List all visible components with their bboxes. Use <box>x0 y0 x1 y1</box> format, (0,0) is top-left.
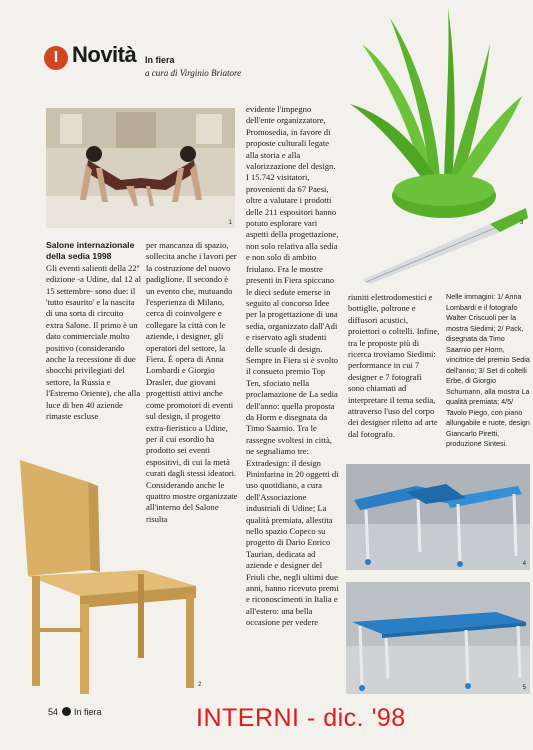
photo-number: 2 <box>198 682 202 688</box>
photo-pack-chair <box>14 458 214 696</box>
column-4 <box>348 292 440 440</box>
column-1 <box>46 240 142 423</box>
photo-piego-table-extended <box>346 582 530 694</box>
photo-siedimi-performance <box>46 108 235 228</box>
photo-number: 3 <box>520 220 524 226</box>
section-title: Novità <box>72 42 137 67</box>
section-dot-icon <box>62 707 71 716</box>
photo-number: 1 <box>228 220 232 226</box>
column-text: evidente l'impegno dell'ente organizzatore, Promosedia, in favore di proposte culturali legate alla storia e alla valorizzazione del design. I 15.742 visitatori, provenienti da 67 Paesi, oltre a valutare i prodotti delle 211 espositori hanno potuto esplorare vari aspetti della progettazione, non solo relativa alla sedia e non solo di ambito friulano. Fra le mostre presenti in Fiera spiccano le dieci sedute emerse in seguito al concorso Idee per la progettazione di una sedia, organizzato dall'Adi e riservato agli studenti delle scuole di design. Sempre in Fiera si è svolto il consueto premio Top Ten, sfociato nella proclamazione de La sedia dell'anno: quella proposta da Horm e disegnata da Timo Saarnio. Tra le rassegne svoltesi in città, ne segnaliamo tre: Extradesign: il design Pininfarina in 20 oggetti di uso quotidiano, a cura dell'Associazione industriali di Udine; La qualità premiata, allestita nello spazio Copeco su progetto di Dario Enrico Taurian, dedicata ad aziende e designer del Friuli che, negli ultimi due anni, hanno ricevuto premi e riconoscimenti in Italia e all'estero: una bella occasione per vedere <box>246 104 339 628</box>
column-text: Gli eventi salienti della 22ª edizione -a Udine, dal 12 al 15 settembre- sono due: il 'tutto esaurito' e la nascita di una sorta di circuito extra Salone. Il primo è un dato commerciale molto positivo (considerando anche la recessione di due sbocchi privilegiati del settore, la Russia e l'Estremo Oriente), che alla luce di ben 40 aziende rimaste escluse <box>46 262 141 422</box>
article-subheading: Salone internazionale della sedia 1998 <box>46 240 135 262</box>
source-stamp: INTERNI - dic. '98 <box>196 704 406 732</box>
article-kicker: In fiera <box>145 55 175 65</box>
column-text: riuniti elettrodomestici e bottiglie, poltrone e diffusori acustici, proiettori o coltelli. Infine, tra le proposte più di ricerca troviamo Siedimi: performance in cui 7 designer e 7 fotografi sono chiamati ad interpretare il tema sedia, attraverso l'uso del corpo dei designer riletto ad arte dal fotografo. <box>348 292 440 439</box>
photo-number: 4 <box>522 561 526 567</box>
article-byline: a cura di Virginio Briatore <box>145 68 242 78</box>
background-decoration <box>218 540 338 600</box>
image-captions <box>446 292 530 450</box>
photo-number: 5 <box>522 685 526 691</box>
section-logo-icon: I <box>44 46 68 70</box>
caption-text: Nelle immagini: 1/ Anna Lombardi e il fotografo Walter Criscuoli per la mostra Siedimi; 2/ Pack, disegnata da Timo Saarnio per Horm, vincitrice del premio Sedia dell'anno; 3/ Set di coltelli Erbe, di Giorgio Schumann, alla mostra La qualità premiata; 4/5/ Tavolo Piego, con piano allungabile e ruote, design Giancarlo Piretti, produzione Sintesi. <box>446 292 530 448</box>
column-text: per mancanza di spazio, sollecita anche i lavori per la costruzione del nuovo padiglione. Il secondo è un evento che, mutuando l'esperienza di Milano, cerca di coinvolgere e collegare la città con le aziende, i designer, gli operatori del settore, la Fiera. È opera di Anna Lombardi e Giorgio Drasler, due giovani progettisti attivi anche come promotori di eventi sul design, il progetto extra-fieristico a Udine, per il cui esordio ha prodotto sei eventi espositivi, di cui la metà curati dagli stessi ideatori. Considerando anche le quattro mostre organizzate all'interno del Salone risulta <box>146 240 238 524</box>
page-number: 54 <box>48 707 59 717</box>
photo-piego-table-folded <box>346 464 530 570</box>
footer-section: In fiera <box>74 707 102 717</box>
photo-erbe-knife-set <box>340 4 530 286</box>
